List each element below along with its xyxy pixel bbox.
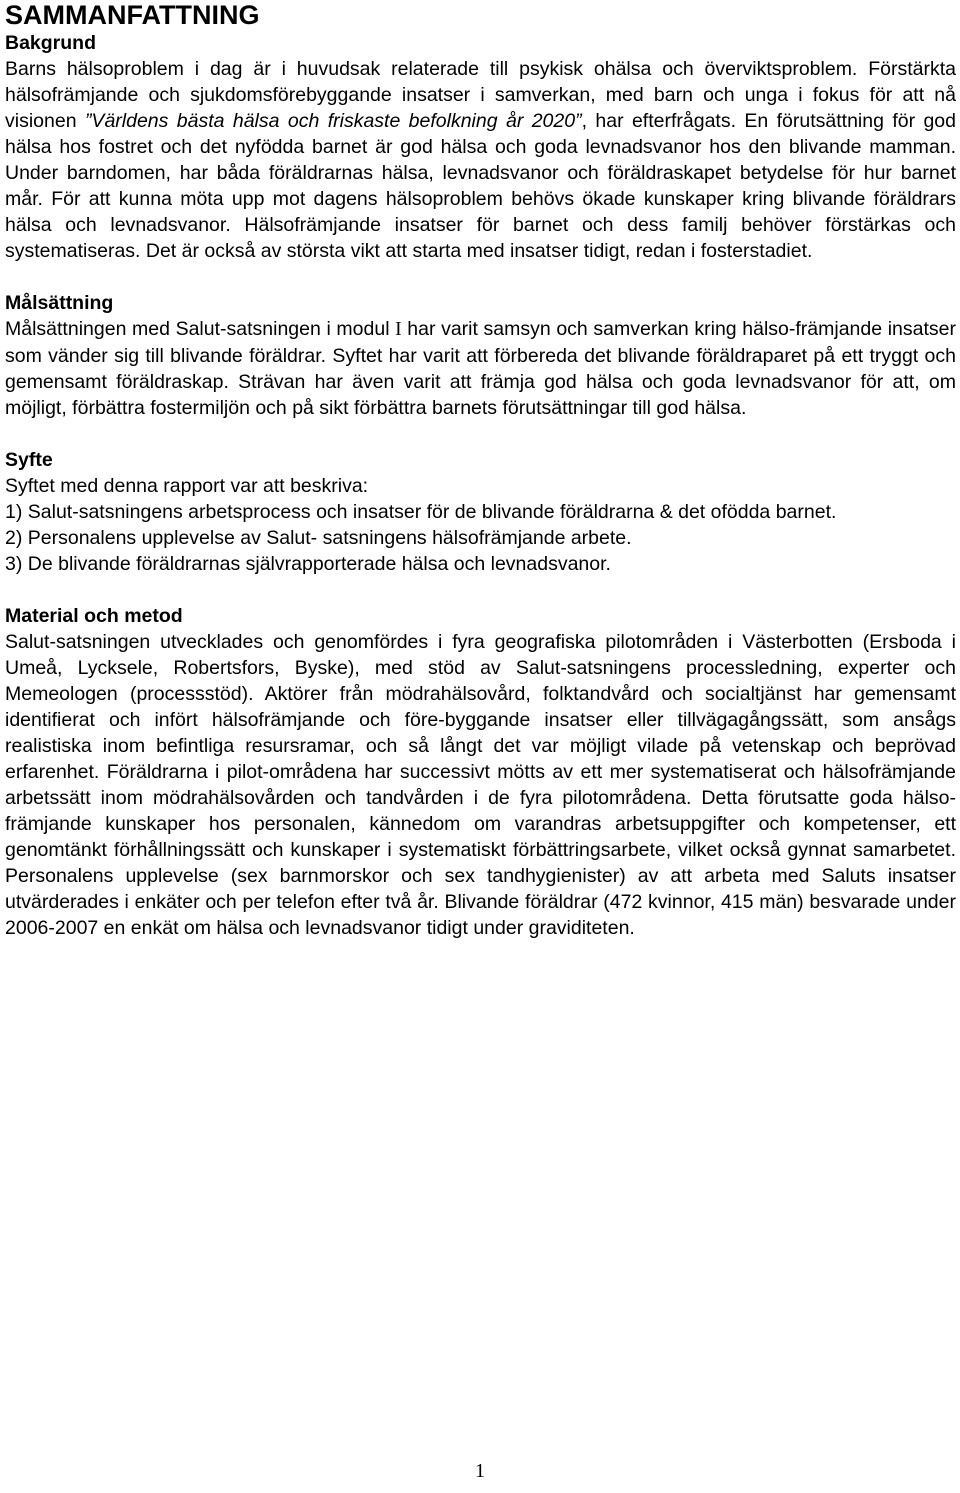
vision-quote: ”Världens bästa hälsa och friskaste befolkning år 2020”	[84, 110, 582, 132]
section-malsattning	[5, 290, 956, 421]
section-metod	[5, 603, 956, 941]
section-bakgrund	[5, 30, 956, 264]
page-number: 1	[475, 1460, 485, 1482]
paragraph-metod: Salut-satsningen utvecklades och genomfördes i fyra geografiska pilotområden i Västerbotten (Ersboda i Umeå, Lycksele, Robertsfors, Byske), med stöd av Salut-satsningens processledning, experter och Memeologen (processstöd). Aktörer från mödrahälsovård, folktandvård och socialtjänst har gemensamt identifierat och infört hälsofrämjande och före-byggande insatser eller tillvägagångssätt, som ansågs realistiska inom befintliga resursramar, och så långt det var möjligt vilade på vetenskap och beprövad erfarenhet. Föräldrarna i pilot-områdena har successivt mötts av ett mer systematiserat och hälsofrämjande arbetssätt inom mödrahälsovården och tandvården i de fyra pilotområdena. Detta förutsatte goda hälso-främjande kunskaper hos personalen, kännedom om varandras arbetsuppgifter och kompetenser, ett genomtänkt förhållningssätt och kunskaper i systematiskt förbättringsarbete, vilket också gynnat samarbetet. Personalens upplevelse (sex barnmorskor och sex tandhygienister) av att arbeta med Saluts insatser utvärderades i enkäter och per telefon efter två år. Blivande föräldrar (472 kvinnor, 415 män) besvarade under 2006-2007 en enkät om hälsa och levnadsvanor tidigt under graviditeten.	[5, 631, 956, 939]
bakgrund-text-start: Barns hälsoproblem i dag är i huvudsak relaterade till psykisk ohälsa och överviktsproblem. Förstärkta hälsofrämjande och sjukdomsförebyggande insatser i samverkan, med barn och unga i fokus för att nå visionen	[5, 58, 956, 132]
heading-malsattning: Målsättning	[5, 292, 114, 314]
syfte-item-2: 2) Personalens upplevelse av Salut- satsningens hälsofrämjande arbete.	[5, 527, 632, 549]
bakgrund-text-end: , har efterfrågats. En förutsättning för god hälsa hos fostret och det nyfödda barnet är god hälsa och goda levnadsvanor hos den blivande mamman. Under barndomen, har båda föräldrarnas hälsa, levnadsvanor och föräldraskapet betydelse för hur barnet mår. För att kunna möta upp mot dagens hälsoproblem behövs ökade kunskaper kring blivande föräldrars hälsa och levnadsvanor. Hälsofrämjande insatser för barnet och dess familj behöver förstärkas och systematiseras. Det är också av största vikt att starta med insatser tidigt, redan i fosterstadiet.	[5, 110, 957, 262]
modul-numeral: I	[395, 319, 402, 340]
document-page	[5, 0, 956, 941]
heading-bakgrund: Bakgrund	[5, 32, 97, 54]
malsattning-text-start: Målsättningen med Salut-satsningen i modul	[5, 318, 396, 340]
malsattning-text-end: har varit samsyn och samverkan kring hälso-främjande insatser som vänder sig till blivande föräldrar. Syftet har varit att förbereda det blivande föräldraparet på ett tryggt och gemensamt föräldraskap. Strävan har även varit att främja god hälsa och goda levnadsvanor för att, om möjligt, förbättra fostermiljön och på sikt förbättra barnets förutsättningar till god hälsa.	[5, 318, 956, 419]
syfte-item-1: 1) Salut-satsningens arbetsprocess och insatser för de blivande föräldrarna & det ofödda barnet.	[5, 501, 837, 523]
section-syfte	[5, 447, 956, 577]
heading-metod: Material och metod	[5, 605, 183, 627]
syfte-intro: Syftet med denna rapport var att beskriva:	[5, 475, 369, 497]
page-title: SAMMANFATTNING	[5, 0, 260, 30]
paragraph-malsattning	[5, 316, 956, 421]
syfte-item-3: 3) De blivande föräldrarnas självrapporterade hälsa och levnadsvanor.	[5, 553, 611, 575]
paragraph-bakgrund	[5, 56, 956, 264]
heading-syfte: Syfte	[5, 449, 53, 471]
